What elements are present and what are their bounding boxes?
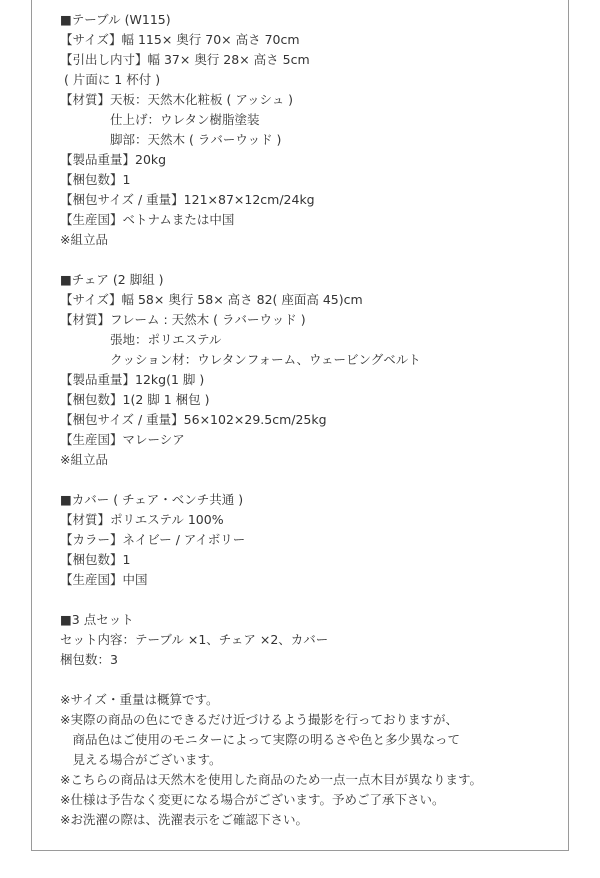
set-heading: ■3 点セット xyxy=(60,612,134,627)
cover-material: 【材質】ポリエステル 100% xyxy=(60,512,224,527)
table-material-legs: 脚部：天然木 ( ラバーウッド ) xyxy=(60,132,282,147)
chair-size: 【サイズ】幅 58× 奥行 58× 高さ 82( 座面高 45)cm xyxy=(60,292,363,307)
spec-content xyxy=(60,10,560,830)
chair-heading: ■チェア (2 脚組 ) xyxy=(60,272,164,287)
chair-material-upholstery: 張地：ポリエステル xyxy=(60,332,222,347)
chair-origin: 【生産国】マレーシア xyxy=(60,432,185,447)
table-origin: 【生産国】ベトナムまたは中国 xyxy=(60,212,235,227)
cover-origin: 【生産国】中国 xyxy=(60,572,148,587)
notes-section xyxy=(60,690,560,830)
table-drawer-size: 【引出し内寸】幅 37× 奥行 28× 高さ 5cm xyxy=(60,52,310,67)
table-assembly-note: ※組立品 xyxy=(60,232,108,247)
chair-assembly-note: ※組立品 xyxy=(60,452,108,467)
table-material-finish: 仕上げ：ウレタン樹脂塗装 xyxy=(60,112,260,127)
set-contents: セット内容：テーブル ×1、チェア ×2、カバー xyxy=(60,632,329,647)
chair-package-count: 【梱包数】1(2 脚 1 梱包 ) xyxy=(60,392,210,407)
table-spec-section xyxy=(60,10,560,250)
table-package-size: 【梱包サイズ / 重量】121×87×12cm/24kg xyxy=(60,192,315,207)
section-spacer xyxy=(60,250,560,270)
note-color-line-1: ※実際の商品の色にできるだけ近づけるよう撮影を行っておりますが、 xyxy=(60,712,458,727)
cover-color: 【カラー】ネイビー / アイボリー xyxy=(60,532,246,547)
section-spacer xyxy=(60,590,560,610)
chair-material-frame: 【材質】フレーム : 天然木 ( ラバーウッド ) xyxy=(60,312,306,327)
cover-heading: ■カバー ( チェア・ベンチ共通 ) xyxy=(60,492,244,507)
section-spacer xyxy=(60,470,560,490)
chair-spec-section xyxy=(60,270,560,470)
note-approximate: ※サイズ・重量は概算です。 xyxy=(60,692,219,707)
table-weight: 【製品重量】20kg xyxy=(60,152,167,167)
chair-weight: 【製品重量】12kg(1 脚 ) xyxy=(60,372,205,387)
cover-spec-section xyxy=(60,490,560,590)
note-color-line-2: 商品色はご使用のモニターによって実際の明るさや色と多少異なって xyxy=(60,732,461,747)
section-spacer xyxy=(60,670,560,690)
chair-package-size: 【梱包サイズ / 重量】56×102×29.5cm/25kg xyxy=(60,412,327,427)
note-spec-change: ※仕様は予告なく変更になる場合がございます。予めご了承下さい。 xyxy=(60,792,445,807)
table-heading: ■テーブル (W115) xyxy=(60,12,171,27)
note-wood-grain: ※こちらの商品は天然木を使用した商品のため一点一点木目が異なります。 xyxy=(60,772,482,787)
chair-material-cushion: クッション材：ウレタンフォーム、ウェービングベルト xyxy=(60,352,421,367)
cover-package-count: 【梱包数】1 xyxy=(60,552,131,567)
note-color-line-3: 見える場合がございます。 xyxy=(60,752,222,767)
table-package-count: 【梱包数】1 xyxy=(60,172,131,187)
set-package-count: 梱包数：3 xyxy=(60,652,118,667)
set-spec-section xyxy=(60,610,560,670)
table-material-top: 【材質】天板：天然木化粧板 ( アッシュ ) xyxy=(60,92,294,107)
note-washing: ※お洗濯の際は、洗濯表示をご確認下さい。 xyxy=(60,812,308,827)
table-size: 【サイズ】幅 115× 奥行 70× 高さ 70cm xyxy=(60,32,300,47)
table-drawer-note: ( 片面に 1 杯付 ) xyxy=(60,72,161,87)
